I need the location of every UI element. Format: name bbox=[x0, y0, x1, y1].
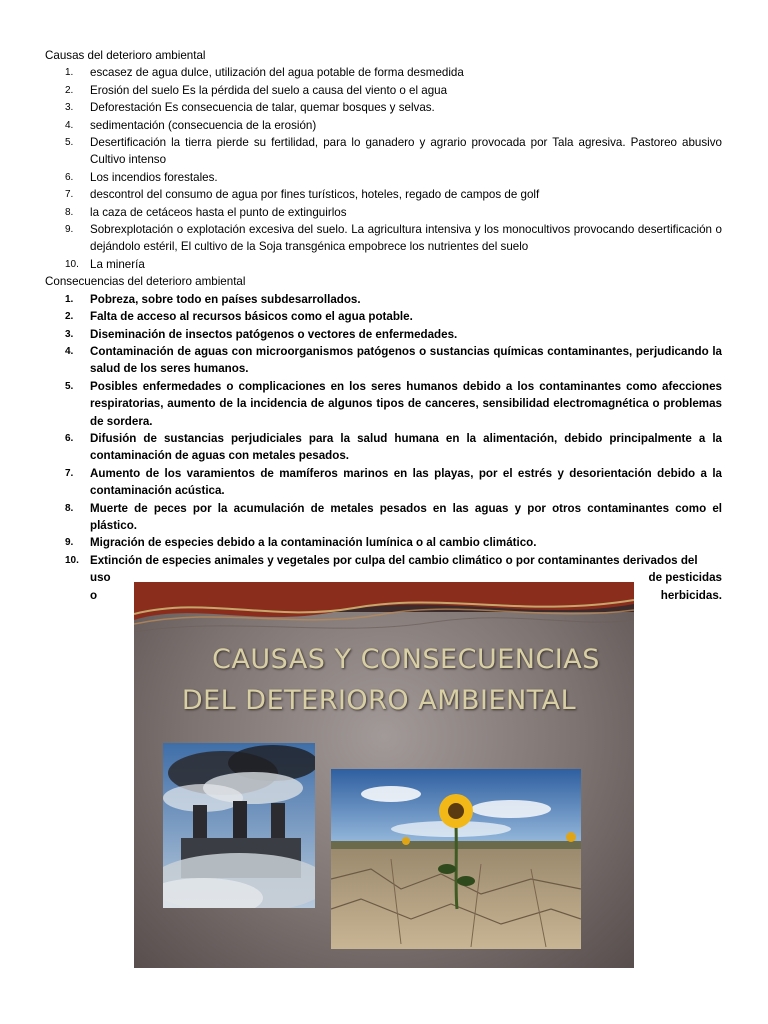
list-number: 5. bbox=[65, 137, 74, 149]
word-pesticidas: de pesticidas bbox=[648, 571, 722, 585]
list-item bbox=[45, 308, 722, 325]
item-text: sedimentación (consecuencia de la erosión) bbox=[90, 118, 317, 132]
list-number: 7. bbox=[65, 189, 74, 201]
list-number: 2. bbox=[65, 311, 74, 323]
word-uso: uso bbox=[90, 571, 111, 585]
list-number: 1. bbox=[65, 293, 74, 305]
list-item bbox=[45, 169, 722, 186]
item-text: descontrol del consumo de agua por fines turísticos, hoteles, regado de campos de golf bbox=[90, 188, 540, 202]
document-text bbox=[45, 47, 722, 604]
list-number: 4. bbox=[65, 345, 74, 357]
item-text: La minería bbox=[90, 257, 145, 271]
list-item bbox=[45, 204, 722, 221]
list-item bbox=[45, 430, 722, 465]
slide-title-line-1: CAUSAS Y CONSECUENCIAS bbox=[212, 644, 600, 675]
list-item bbox=[45, 465, 722, 500]
slide-image bbox=[134, 582, 634, 968]
list-number: 8. bbox=[65, 206, 74, 218]
list-item bbox=[45, 256, 722, 273]
sunflower-drought-photo bbox=[331, 769, 581, 949]
list-number: 8. bbox=[65, 502, 74, 514]
item-text: Sobrexplotación o explotación excesiva del suelo. La agricultura intensiva y los monocultivos provocando desertificación o dejándolo estéril, El cultivo de la Soja transgénica empobrece los nutrientes del suelo bbox=[90, 223, 722, 254]
list-item bbox=[45, 82, 722, 99]
word-herbicidas: herbicidas. bbox=[660, 588, 722, 602]
list-number: 7. bbox=[65, 467, 74, 479]
list-item bbox=[45, 134, 722, 169]
item-text: Pobreza, sobre todo en países subdesarrollados. bbox=[90, 292, 361, 306]
list-number: 4. bbox=[65, 119, 74, 131]
list-number: 5. bbox=[65, 380, 74, 392]
list-item bbox=[45, 378, 722, 430]
list-number: 6. bbox=[65, 432, 74, 444]
consequences-heading: Consecuencias del deterioro ambiental bbox=[45, 275, 246, 289]
item-text: Extinción de especies animales y vegetales por culpa del cambio climático o por contaminantes derivados del bbox=[90, 553, 698, 567]
list-number: 10. bbox=[65, 258, 79, 270]
wave-decoration bbox=[134, 582, 634, 642]
item-text: Contaminación de aguas con microorganismos patógenos o sustancias químicas contaminantes, perjudicando la salud de los seres humanos. bbox=[90, 344, 722, 376]
list-item bbox=[45, 291, 722, 308]
item-text: Posibles enfermedades o complicaciones en los seres humanos debido a los contaminantes como afecciones respiratorias, aumento de la incidencia de algunos tipos de canceres, sensibilidad electromagnética o problemas de sordera. bbox=[90, 379, 722, 428]
item-text: Erosión del suelo Es la pérdida del suelo a causa del viento o el agua bbox=[90, 83, 448, 97]
item-text: Deforestación Es consecuencia de talar, quemar bosques y selvas. bbox=[90, 101, 435, 115]
list-number: 3. bbox=[65, 102, 74, 114]
list-number: 9. bbox=[65, 224, 74, 236]
item-text: Desertificación la tierra pierde su fertilidad, para lo ganadero y agrario provocada por Tala agresiva. Pastoreo abusivo Cultivo intenso bbox=[90, 136, 722, 167]
item-text: Diseminación de insectos patógenos o vectores de enfermedades. bbox=[90, 327, 458, 341]
list-item bbox=[45, 500, 722, 535]
item-text: Migración de especies debido a la contaminación lumínica o al cambio climático. bbox=[90, 536, 537, 550]
list-number: 3. bbox=[65, 328, 74, 340]
list-item bbox=[45, 117, 722, 134]
list-number: 1. bbox=[65, 67, 74, 79]
item-text: Falta de acceso al recursos básicos como el agua potable. bbox=[90, 310, 413, 324]
list-item bbox=[45, 64, 722, 81]
item-text: Muerte de peces por la acumulación de metales pesados en las aguas y por otros contaminantes como el plástico. bbox=[90, 501, 722, 532]
item-text: Los incendios forestales. bbox=[90, 170, 218, 184]
list-item bbox=[45, 221, 722, 256]
slide-title-line-2: DEL DETERIORO AMBIENTAL bbox=[181, 685, 577, 716]
factory-smoke-photo bbox=[163, 743, 315, 908]
item-text: la caza de cetáceos hasta el punto de extinguirlos bbox=[90, 205, 347, 219]
causes-heading: Causas del deterioro ambiental bbox=[45, 49, 206, 62]
list-item bbox=[45, 99, 722, 116]
list-item bbox=[45, 186, 722, 203]
list-number: 2. bbox=[65, 84, 74, 96]
list-item bbox=[45, 534, 722, 551]
list-item bbox=[45, 343, 722, 378]
item-text: escasez de agua dulce, utilización del agua potable de forma desmedida bbox=[90, 66, 464, 80]
consequences-list bbox=[45, 291, 722, 552]
item-text: Difusión de sustancias perjudiciales para la salud humana en la alimentación, debido principalmente a la contaminación de aguas con metales pesados. bbox=[90, 431, 722, 463]
word-o: o bbox=[90, 588, 98, 602]
list-item bbox=[45, 326, 722, 343]
list-number: 9. bbox=[65, 537, 74, 549]
causes-list bbox=[45, 64, 722, 273]
item-text: Aumento de los varamientos de mamíferos marinos en las playas, por el estrés y desorientación debido a la contaminación acústica. bbox=[90, 466, 722, 498]
list-number: 6. bbox=[65, 171, 74, 183]
list-number: 10. bbox=[65, 554, 79, 566]
